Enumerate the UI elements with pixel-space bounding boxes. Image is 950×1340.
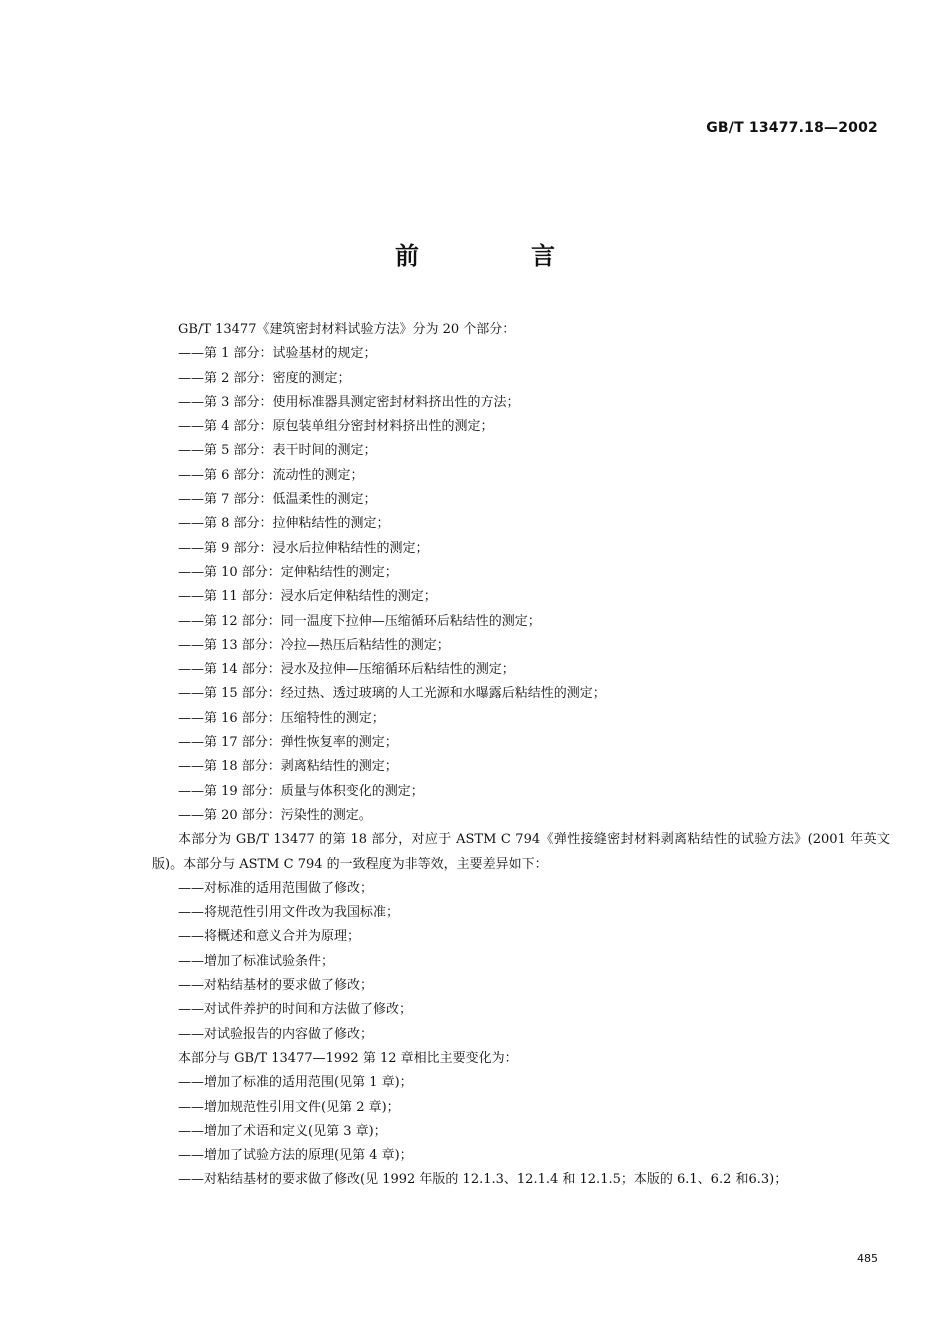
list-item: ——第 14 部分：浸水及拉伸—压缩循环后粘结性的测定； <box>178 662 515 678</box>
list-item: ——对粘结基材的要求做了修改； <box>178 978 374 994</box>
list-item: ——对试件养护的时间和方法做了修改； <box>178 1002 413 1018</box>
list-item: ——增加规范性引用文件(见第 2 章)； <box>178 1099 400 1115</box>
foreword-body <box>152 318 890 1193</box>
changes-list <box>152 1071 890 1192</box>
list-item: ——第 16 部分：压缩特性的测定； <box>178 710 385 726</box>
list-item: ——增加了标准试验条件； <box>178 953 335 969</box>
correspondence-paragraph: 本部分为 GB/T 13477 的第 18 部分，对应于 ASTM C 794《弹性接缝密封材料剥离粘结性的试验方法》(2001 年英文版)。本部分与 ASTM C 794 的一致程度为非等效，主要差异如下： <box>152 832 890 872</box>
list-item: ——第 6 部分：流动性的测定； <box>178 467 364 483</box>
list-item: ——第 4 部分：原包装单组分密封材料挤出性的测定； <box>178 419 494 435</box>
list-item: ——第 13 部分：冷拉—热压后粘结性的测定； <box>178 637 450 653</box>
list-item: ——对试验报告的内容做了修改； <box>178 1026 374 1042</box>
standard-code: GB/T 13477.18—2002 <box>706 120 878 136</box>
list-item: ——增加了标准的适用范围(见第 1 章)； <box>178 1075 413 1091</box>
list-item: ——增加了术语和定义(见第 3 章)； <box>178 1123 387 1139</box>
list-item: ——第 1 部分：试验基材的规定； <box>178 346 377 362</box>
list-item: ——第 9 部分：浸水后拉伸粘结性的测定； <box>178 540 429 556</box>
list-item: ——第 11 部分：浸水后定伸粘结性的测定； <box>178 589 437 605</box>
list-item: ——对粘结基材的要求做了修改(见 1992 年版的 12.1.3、12.1.4 和 12.1.5；本版的 6.1、6.2 和6.3)； <box>178 1172 788 1188</box>
list-item: ——第 7 部分：低温柔性的测定； <box>178 492 377 508</box>
list-item: ——第 18 部分：剥离粘结性的测定； <box>178 759 398 775</box>
list-item: ——第 3 部分：使用标准器具测定密封材料挤出性的方法； <box>178 394 520 410</box>
comparison-paragraph: 本部分与 GB/T 13477—1992 第 12 章相比主要变化为： <box>178 1050 518 1066</box>
list-item: ——第 15 部分：经过热、透过玻璃的人工光源和水曝露后粘结性的测定； <box>178 686 606 702</box>
list-item: ——将概述和意义合并为原理； <box>178 929 361 945</box>
intro-paragraph: GB/T 13477《建筑密封材料试验方法》分为 20 个部分： <box>178 322 516 337</box>
list-item: ——将规范性引用文件改为我国标准； <box>178 905 400 921</box>
page-number: 485 <box>857 1252 878 1265</box>
list-item: ——第 12 部分：同一温度下拉伸—压缩循环后粘结性的测定； <box>178 613 541 629</box>
list-item: ——第 10 部分：定伸粘结性的测定； <box>178 564 398 580</box>
list-item: ——第 2 部分：密度的测定； <box>178 370 351 386</box>
list-item: ——第 19 部分：质量与体积变化的测定； <box>178 783 424 799</box>
list-item: ——第 17 部分：弹性恢复率的测定； <box>178 735 398 751</box>
parts-list <box>152 342 890 828</box>
list-item: ——第 8 部分：拉伸粘结性的测定； <box>178 516 390 532</box>
list-item: ——增加了试验方法的原理(见第 4 章)； <box>178 1148 413 1164</box>
list-item: ——对标准的适用范围做了修改； <box>178 880 374 896</box>
list-item: ——第 5 部分：表干时间的测定； <box>178 443 377 459</box>
differences-list <box>152 877 890 1047</box>
list-item: ——第 20 部分：污染性的测定。 <box>178 807 372 823</box>
page-title: 前 言 <box>395 242 599 270</box>
